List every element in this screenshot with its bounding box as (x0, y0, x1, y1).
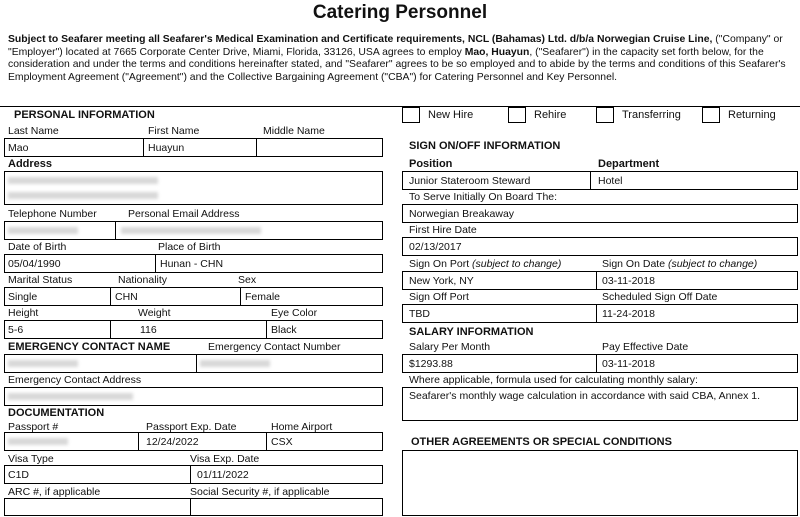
ssn-label: Social Security #, if applicable (190, 486, 330, 498)
emergency-address-label: Emergency Contact Address (8, 374, 142, 386)
dob-field[interactable]: 05/04/1990 (8, 258, 61, 270)
serve-on-board-label: To Serve Initially On Board The: (409, 191, 558, 203)
sign-on-date-label (602, 258, 757, 270)
personal-info-heading: PERSONAL INFORMATION (14, 109, 155, 121)
visa-type-label: Visa Type (8, 453, 54, 465)
rehire-label: Rehire (534, 109, 567, 121)
redacted-emergency-name (8, 360, 78, 367)
transferring-checkbox[interactable] (596, 107, 614, 123)
divider (196, 354, 197, 373)
nationality-field[interactable]: CHN (115, 291, 138, 303)
middle-name-label: Middle Name (263, 125, 325, 137)
divider (138, 432, 139, 451)
other-agreements-heading: OTHER AGREEMENTS OR SPECIAL CONDITIONS (411, 436, 672, 448)
ship-field: Norwegian Breakaway (409, 208, 515, 220)
divider (596, 304, 597, 323)
rehire-checkbox[interactable] (508, 107, 526, 123)
sign-on-port-label-text: Sign On Port (409, 258, 470, 270)
divider (596, 354, 597, 373)
divider (115, 221, 116, 240)
sign-off-port-field[interactable]: TBD (409, 308, 430, 320)
redacted-address-line-1 (8, 177, 158, 184)
emergency-contact-number-label: Emergency Contact Number (208, 341, 341, 353)
sign-on-date-label-text: Sign On Date (602, 258, 666, 270)
sign-on-port-label (409, 258, 561, 270)
salary-per-month-label: Salary Per Month (409, 341, 491, 353)
department-label: Department (598, 158, 660, 170)
pob-field[interactable]: Hunan - CHN (160, 258, 224, 270)
redacted-telephone (8, 227, 78, 234)
last-name-label: Last Name (8, 125, 59, 137)
visa-exp-field[interactable]: 01/11/2022 (197, 469, 249, 481)
home-airport-label: Home Airport (271, 421, 333, 433)
email-label: Personal Email Address (128, 208, 240, 220)
address-label: Address (8, 158, 53, 170)
height-field[interactable]: 5-6 (8, 324, 24, 336)
dob-label: Date of Birth (8, 241, 67, 253)
passport-exp-label: Passport Exp. Date (146, 421, 237, 433)
sign-off-row (402, 304, 798, 323)
divider (143, 138, 144, 157)
intro-bold-1: Subject to Seafarer meeting all Seafarer's Medical Examination and Certificate requirements, NCL (Bahamas) Ltd. d/b/a Norwegian Cruise Line, (8, 34, 713, 45)
position-label: Position (409, 158, 453, 170)
divider (240, 287, 241, 306)
first-name-field[interactable]: Huayun (148, 142, 185, 154)
last-name-field[interactable]: Mao (8, 142, 29, 154)
salary-heading: SALARY INFORMATION (409, 326, 534, 338)
transferring-label: Transferring (622, 109, 681, 121)
arc-label: ARC #, if applicable (8, 486, 101, 498)
weight-field[interactable]: 116 (140, 324, 157, 336)
divider (190, 465, 191, 484)
status-row (4, 287, 383, 306)
redacted-emergency-address (8, 393, 133, 400)
position-field[interactable]: Junior Stateroom Steward (409, 175, 531, 187)
eye-color-field[interactable]: Black (271, 324, 297, 336)
intro-seafarer-name: Mao, Huayun (464, 46, 530, 58)
visa-exp-label: Visa Exp. Date (190, 453, 260, 465)
pay-effective-date-field[interactable]: 03-11-2018 (602, 358, 655, 370)
physical-row (4, 320, 383, 339)
divider (256, 138, 257, 157)
redacted-email (121, 227, 261, 234)
first-hire-field: 02/13/2017 (409, 241, 462, 253)
divider (110, 287, 111, 306)
first-hire-label: First Hire Date (409, 224, 477, 236)
intro-text-2: ("Company" or "Employer") located at 7665 Corporate Center Drive, Miami, Florida, 33126, USA agrees to employ (8, 34, 783, 58)
salary-row (402, 354, 798, 373)
returning-label: Returning (728, 109, 776, 121)
pay-effective-date-label: Pay Effective Date (602, 341, 689, 353)
new-hire-label: New Hire (428, 109, 474, 121)
divider (596, 271, 597, 290)
salary-per-month-field[interactable]: $1293.88 (409, 358, 453, 370)
divider (590, 171, 591, 190)
intro-text-3: , ("Seafarer") in the capacity set forth below, for the consideration and under the terms and conditions hereinafter stated, and "Seafarer" agrees to be so employed and to abide by the terms and conditions of this Seafarer's Employment Agreement ("Agreement") and the Collective Bargaining Agreement ("CBA") for Catering Personnel and Key Personnel. (8, 46, 786, 83)
sign-off-port-label: Sign Off Port (409, 291, 469, 303)
height-label: Height (8, 307, 39, 319)
eye-color-label: Eye Color (271, 307, 318, 319)
id-row (4, 498, 383, 516)
sign-on-date-field[interactable]: 03-11-2018 (602, 275, 655, 287)
page-title: Catering Personnel (312, 2, 488, 23)
sign-on-date-note: (subject to change) (667, 258, 758, 270)
visa-type-field[interactable]: C1D (8, 469, 30, 481)
new-hire-checkbox[interactable] (402, 107, 420, 123)
first-name-label: First Name (148, 125, 200, 137)
redacted-passport-number (8, 438, 68, 445)
telephone-label: Telephone Number (8, 208, 97, 220)
documentation-heading: DOCUMENTATION (8, 407, 105, 419)
divider (190, 498, 191, 516)
passport-label: Passport # (8, 421, 59, 433)
intro-paragraph (8, 34, 794, 84)
sign-on-off-heading: SIGN ON/OFF INFORMATION (409, 140, 561, 152)
salary-formula-label: Where applicable, formula used for calculating monthly salary: (409, 374, 698, 386)
marital-status-field[interactable]: Single (8, 291, 38, 303)
returning-checkbox[interactable] (702, 107, 720, 123)
sign-off-date-label: Scheduled Sign Off Date (602, 291, 718, 303)
marital-status-label: Marital Status (8, 274, 73, 286)
weight-label: Weight (138, 307, 171, 319)
divider (266, 320, 267, 339)
name-row (4, 138, 383, 157)
divider (110, 320, 111, 339)
pob-label: Place of Birth (158, 241, 221, 253)
sex-field[interactable]: Female (245, 291, 281, 303)
nationality-label: Nationality (118, 274, 168, 286)
redacted-address-line-2 (8, 192, 158, 199)
sign-off-date-field[interactable]: 11-24-2018 (602, 308, 655, 320)
sign-on-port-note: (subject to change) (472, 258, 562, 270)
divider (266, 432, 267, 451)
salary-formula-field: Seafarer's monthly wage calculation in accordance with said CBA, Annex 1. (409, 390, 761, 402)
other-agreements-field[interactable] (402, 450, 798, 516)
divider (0, 106, 800, 107)
visa-row (4, 465, 383, 484)
divider (155, 254, 156, 273)
home-airport-field[interactable]: CSX (271, 436, 293, 448)
redacted-emergency-number (200, 360, 270, 367)
passport-exp-field[interactable]: 12/24/2022 (146, 436, 199, 448)
sign-on-port-field[interactable]: New York, NY (409, 275, 474, 287)
emergency-contact-name-label: EMERGENCY CONTACT NAME (8, 341, 171, 353)
department-field[interactable]: Hotel (598, 175, 623, 187)
sex-label: Sex (238, 274, 257, 286)
